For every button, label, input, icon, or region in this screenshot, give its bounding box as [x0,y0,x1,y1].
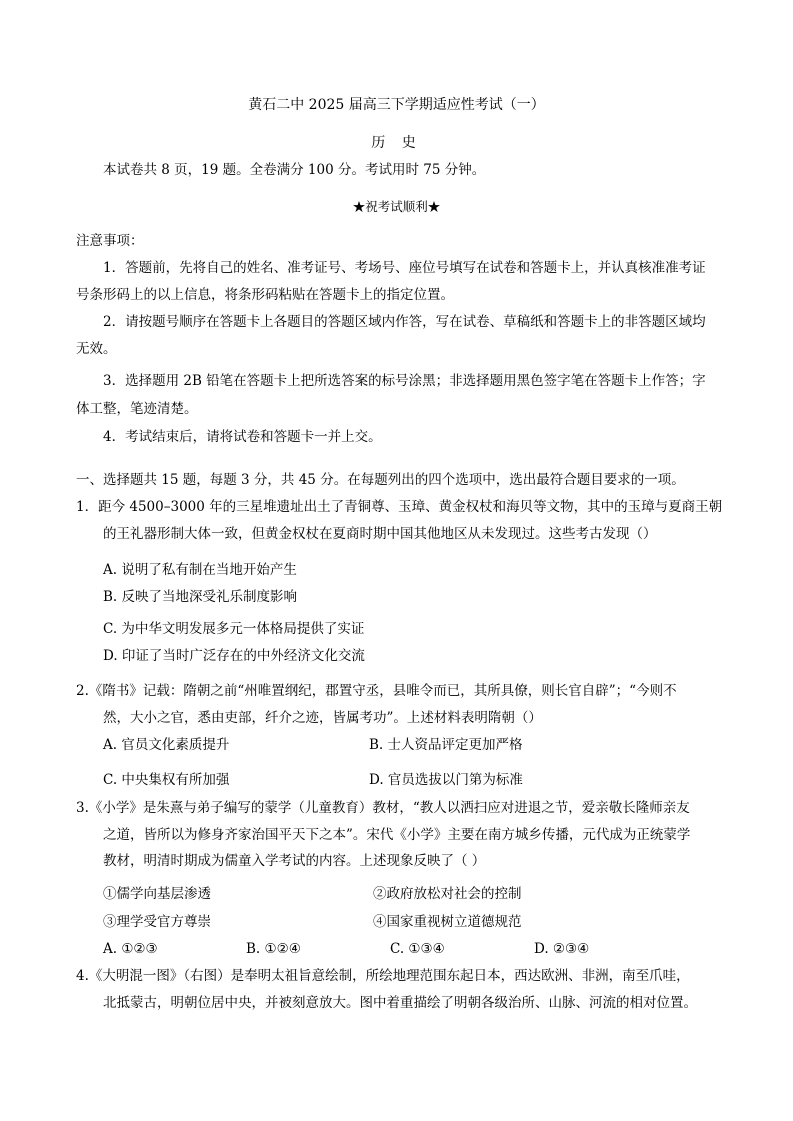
q3-option-a: A. ①②③ [103,941,158,957]
q2-option-b: B. 士人资品评定更加严格 [369,737,523,753]
q3-item-3: ③理学受官方尊崇 [103,914,211,930]
note-1-line-1: 1．答题前，先将自己的姓名、准考证号、考场号、座位号填写在试卷和答题卡上，并认真核准准考证 [103,260,706,276]
note-2-line-2: 无效。 [76,341,117,357]
q4-stem-line-2: 北抵蒙古，明朝位居中央，并被刻意放大。图中着重描绘了明朝各级治所、山脉、河流的相对位置。 [103,995,697,1011]
q2-stem-line-2: 然，大小之官，悉由吏部，纤介之迹，皆属考功”。上述材料表明隋朝（） [103,710,542,726]
exam-title: 黄石二中 2025 届高三下学期适应性考试（一） [248,97,545,113]
notes-heading: 注意事项： [76,233,144,249]
q1-option-c: C. 为中华文明发展多元一体格局提供了实证 [103,621,365,637]
q2-option-c: C. 中央集权有所加强 [103,772,230,788]
q1-option-d: D. 印证了当时广泛存在的中外经济文化交流 [103,648,365,664]
q3-stem-line-1: 3.《小学》是朱熹与弟子编写的蒙学（儿童教育）教材，“教人以洒扫应对进退之节，爱亲敬长隆师亲友 [76,800,690,816]
note-3-line-1: 3．选择题用 2B 铅笔在答题卡上把所选答案的标号涂黑；非选择题用黑色签字笔在答题卡上作答；字 [103,373,706,389]
q3-item-2: ②政府放松对社会的控制 [373,886,522,902]
section-heading: 一、选择题共 15 题，每题 3 分，共 45 分。在每题列出的四个选项中，选出最符合题目要求的一项。 [76,472,685,488]
q1-option-a: A. 说明了私有制在当地开始产生 [103,562,297,578]
q1-stem-line-1: 1．距今 4500–3000 年的三星堆遗址出土了青铜尊、玉璋、黄金权杖和海贝等文物，其中的玉璋与夏商王朝 [76,499,723,515]
q2-stem-line-1: 2.《隋书》记载：隋朝之前“州唯置纲纪，郡置守丞，县唯令而已，其所具僚，则长官自辟”；“今则不 [76,683,677,699]
q1-stem-line-2: 的王礼器形制大体一致，但黄金权杖在夏商时期中国其他地区从未发现过。这些考古发现（） [103,526,657,542]
q4-stem-line-1: 4.《大明混一图》（右图）是奉明太祖旨意绘制，所绘地理范围东起日本，西达欧洲、非洲，南至爪哇， [76,968,690,984]
subject-title: 历 史 [371,135,422,151]
note-4-line-1: 4．考试结束后，请将试卷和答题卡一并上交。 [103,429,382,445]
q3-option-c: C. ①③④ [390,941,445,957]
blessing-text: ★祝考试顺利★ [352,199,441,214]
exam-info: 本试卷共 8 页，19 题。全卷满分 100 分。考试用时 75 分钟。 [103,162,486,178]
q3-option-d: D. ②③④ [534,941,590,957]
q3-stem-line-3: 教材，明清时期成为儒童入学考试的内容。上述现象反映了（ ） [103,853,486,869]
q1-option-b: B. 反映了当地深受礼乐制度影响 [103,589,298,605]
q3-item-1: ①儒学向基层渗透 [103,886,211,902]
q3-stem-line-2: 之道，皆所以为修身齐家治国平天下之本”。宋代《小学》主要在南方城乡传播，元代成为正统蒙学 [103,827,691,843]
q2-option-d: D. 官员选拔以门第为标准 [369,772,523,788]
note-1-line-2: 号条形码上的以上信息，将条形码粘贴在答题卡上的指定位置。 [76,287,454,303]
q2-option-a: A. 官员文化素质提升 [103,737,230,753]
note-3-line-2: 体工整，笔迹清楚。 [76,401,198,417]
note-2-line-1: 2．请按题号顺序在答题卡上各题目的答题区域内作答，写在试卷、草稿纸和答题卡上的非答题区域均 [103,314,706,330]
q3-item-4: ④国家重视树立道德规范 [373,914,522,930]
q3-option-b: B. ①②④ [246,941,301,957]
